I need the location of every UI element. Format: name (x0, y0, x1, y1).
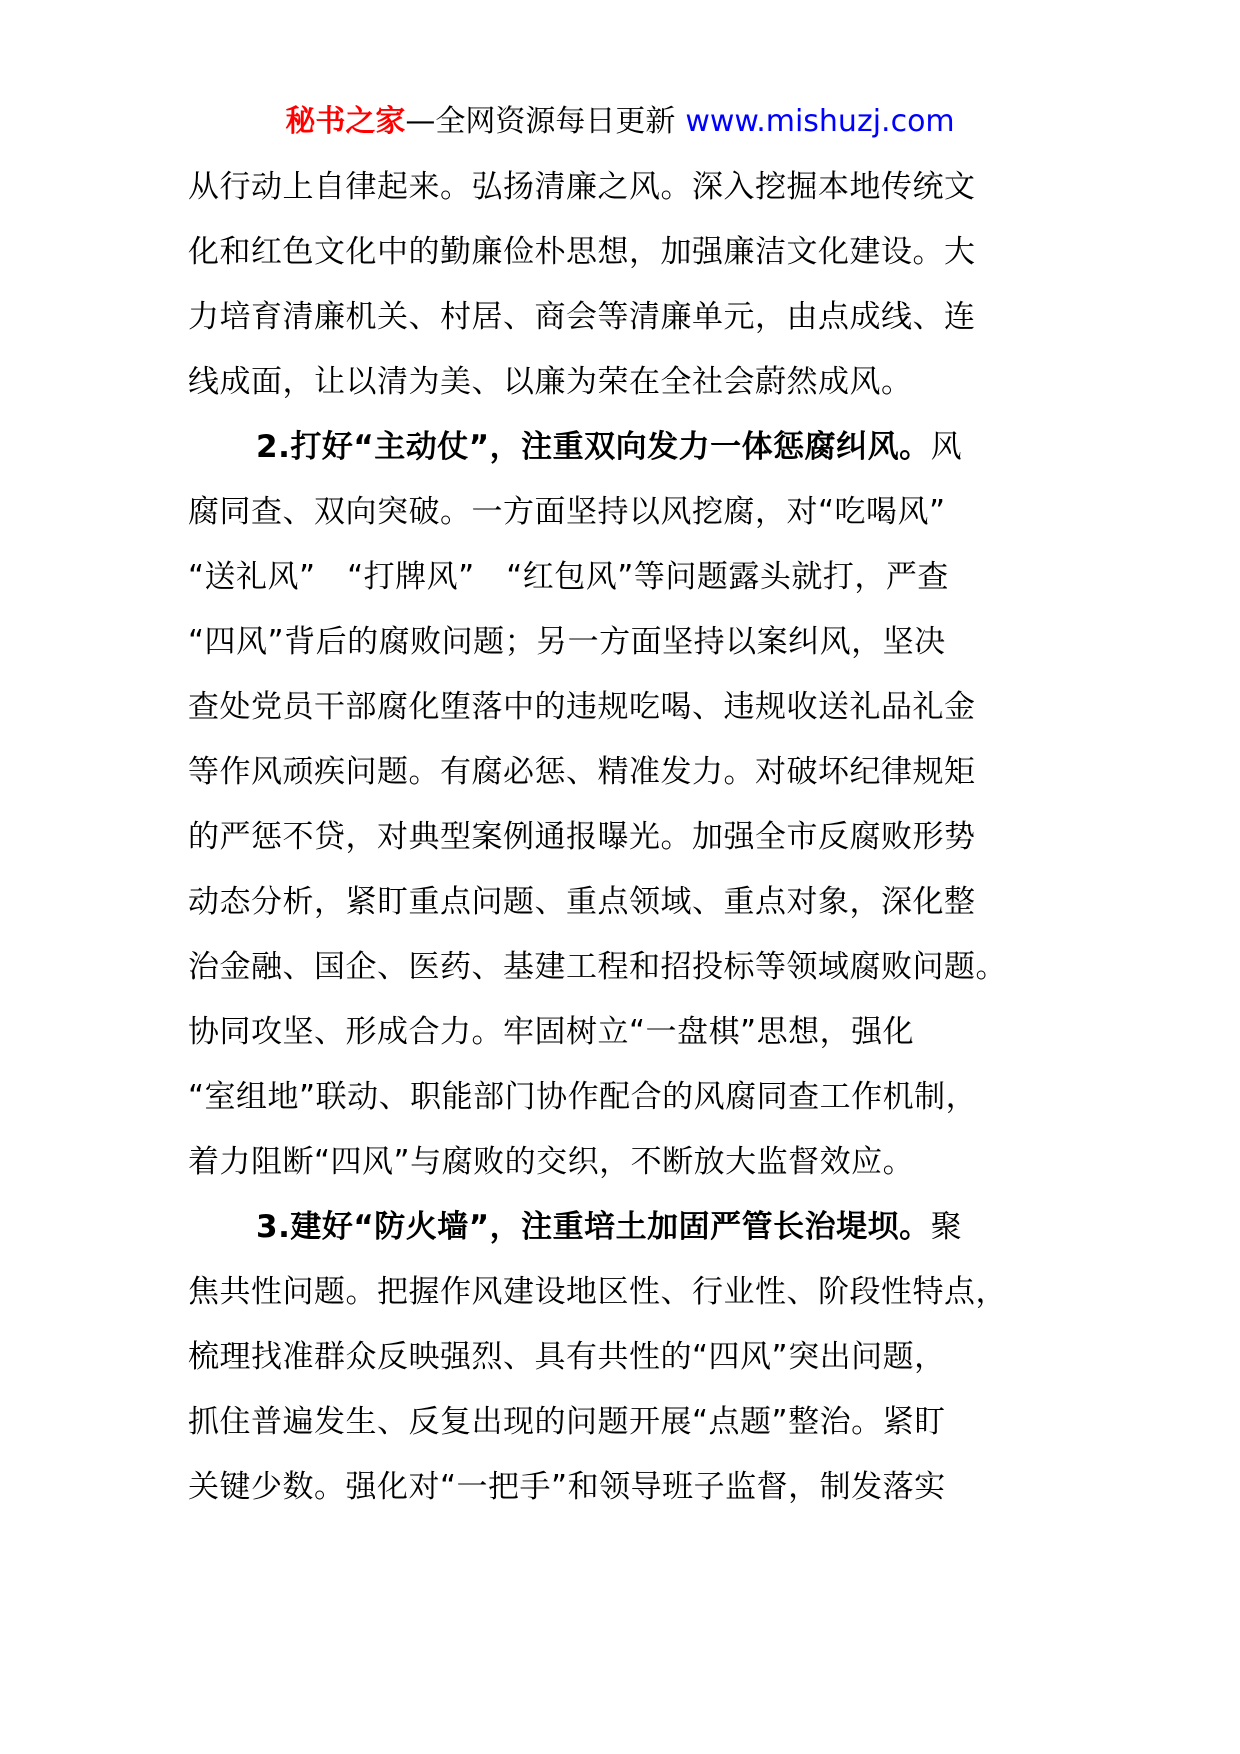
text-line: 从行动上自律起来。弘扬清廉之风。深入挖掘本地传统文 (188, 169, 976, 205)
text-line: 抓住普遍发生、反复出现的问题开展“点题”整治。紧盯 (188, 1404, 946, 1440)
text-line: 动态分析，紧盯重点问题、重点领域、重点对象，深化整 (188, 884, 976, 920)
section-heading-2: 2.打好“主动仗”，注重双向发力一体惩腐纠风。 (256, 429, 931, 465)
text-line: 治金融、国企、医药、基建工程和招投标等领域腐败问题。 (188, 949, 1007, 985)
text-line: 焦共性问题。把握作风建设地区性、行业性、阶段性特点， (188, 1274, 1007, 1310)
text-line: 梳理找准群众反映强烈、具有共性的“四风”突出问题， (188, 1339, 946, 1375)
text-line: 查处党员干部腐化堕落中的违规吃喝、违规收送礼品礼金 (188, 689, 976, 725)
section-heading-line: 3.建好“防火墙”，注重培土加固严管长治堤坝。聚 (256, 1209, 963, 1245)
text-line: 线成面，让以清为美、以廉为荣在全社会蔚然成风。 (188, 364, 913, 400)
text-line: 化和红色文化中的勤廉俭朴思想，加强廉洁文化建设。大 (188, 234, 976, 270)
document-body (188, 155, 1058, 1520)
text-line: “室组地”联动、职能部门协作配合的风腐同查工作机制， (188, 1079, 978, 1115)
header-brand: 秘书之家 (285, 104, 406, 139)
text-line: 协同攻坚、形成合力。牢固树立“一盘棋”思想，强化 (188, 1014, 915, 1050)
header-url-link[interactable]: www.mishuzj.com (685, 104, 955, 139)
text-line: “四风”背后的腐败问题；另一方面坚持以案纠风，坚决 (188, 624, 946, 660)
text-line: 的严惩不贷，对典型案例通报曝光。加强全市反腐败形势 (188, 819, 976, 855)
text-line: “送礼风” “打牌风” “红包风”等问题露头就打，严查 (188, 559, 949, 595)
header-tagline: —全网资源每日更新 (405, 104, 676, 139)
text-line: 着力阻断“四风”与腐败的交织，不断放大监督效应。 (188, 1144, 915, 1180)
text-line: 关键少数。强化对“一把手”和领导班子监督，制发落实 (188, 1469, 946, 1505)
page-header (0, 100, 1240, 144)
text-line: 等作风顽疾问题。有腐必惩、精准发力。对破坏纪律规矩 (188, 754, 976, 790)
text-line: 力培育清廉机关、村居、商会等清廉单元，由点成线、连 (188, 299, 976, 335)
section-heading-line: 2.打好“主动仗”，注重双向发力一体惩腐纠风。风 (256, 429, 963, 465)
text-line: 腐同查、双向突破。一方面坚持以风挖腐，对“吃喝风” (188, 494, 946, 530)
section-heading-3: 3.建好“防火墙”，注重培土加固严管长治堤坝。 (256, 1209, 931, 1245)
